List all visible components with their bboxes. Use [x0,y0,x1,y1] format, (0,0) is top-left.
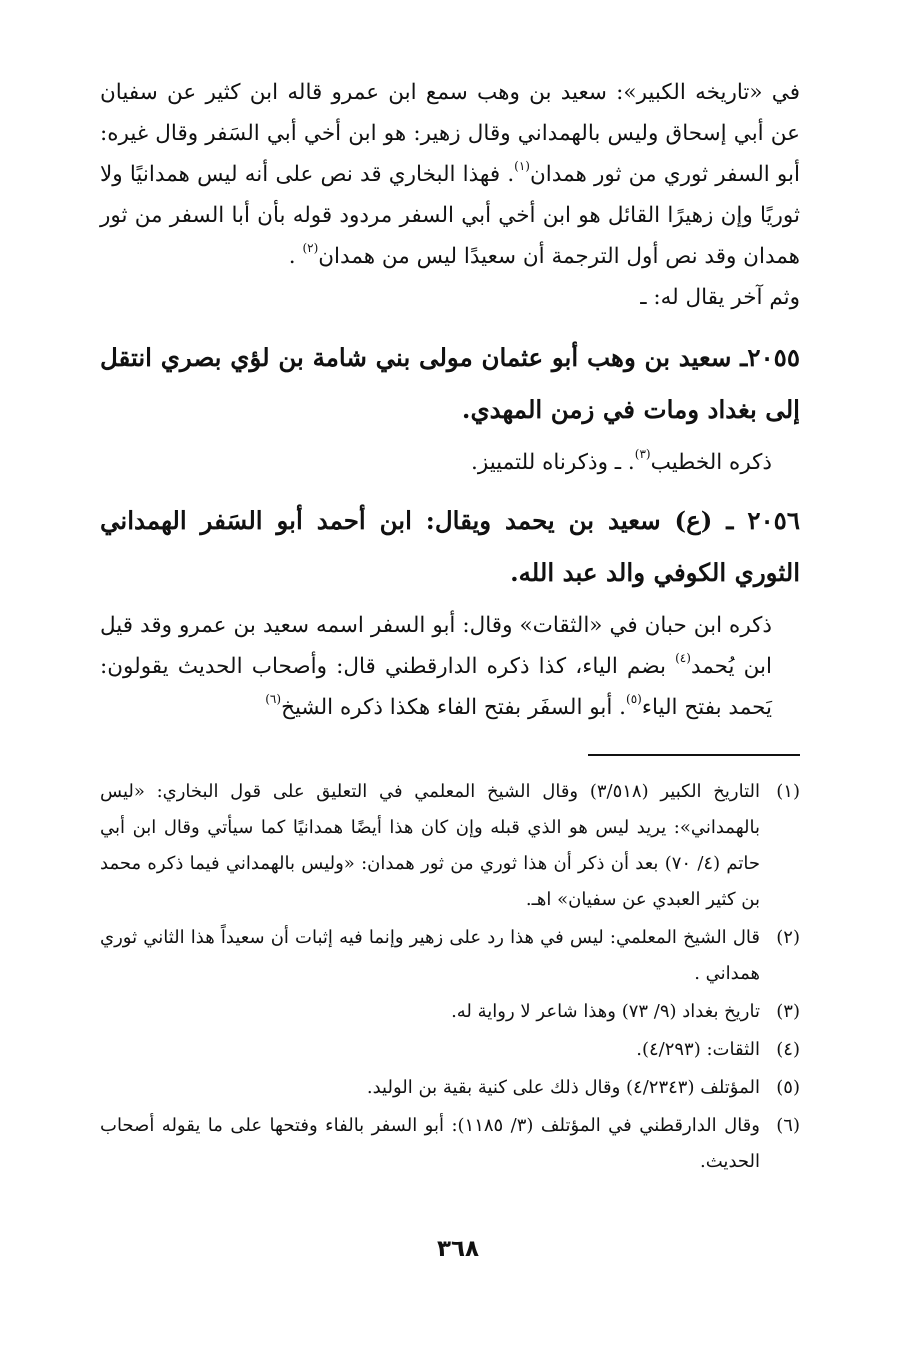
entry-2055-text-a: ذكره الخطيب [650,450,772,475]
footnote-ref-5[interactable]: (٥) [626,692,642,707]
footnote-number: (٦) [776,1114,800,1136]
entry-2056-text-a: ذكره ابن حبان في «الثقات» وقال: أبو السفر اسمه سعيد بن عمرو وقد قيل ابن يُحمد [100,613,772,679]
footnote-number: (٣) [776,1000,800,1022]
footnote-separator [588,754,800,756]
footnote-text: الثقات: (٤/٢٩٣). [636,1038,760,1060]
footnote-ref-2[interactable]: (٢) [302,241,319,256]
footnote-ref-6[interactable]: (٦) [265,692,282,707]
intro-line-4: . فهذا البخاري قد نص على أنه ليس همدانيًا ولا ثوريًا وإن زهيرًا القائل هو ابن أخي أبي السفر مردود قوله بأن أبا السفر من ثور همدان وقد نص أول الترجمة أن سعيدًا ليس من همدان [100,162,800,269]
entry-2055-text [100,442,800,483]
page-content [100,72,800,1182]
intro-line-3: غيره: أبو السفر ثوري من ثور همدان [100,121,800,187]
intro-paragraph [100,72,800,318]
footnotes [100,774,800,1180]
footnote-1 [100,774,800,918]
footnote-3 [100,994,800,1030]
page-number: ٣٦٨ [436,1236,480,1262]
entry-2055-text-b: . ـ وذكرناه للتمييز. [471,450,635,475]
entry-2056-text [100,605,800,728]
intro-line-5: . [288,244,303,269]
footnote-text: وقال الدارقطني في المؤتلف (٣/ ١١٨٥): أبو السفر بالفاء وفتحها على ما يقوله أصحاب الحديث. [100,1114,760,1172]
footnote-ref-1[interactable]: (١) [514,159,530,174]
footnote-text: تاريخ بغداد (٩/ ٧٣) وهذا شاعر لا رواية له. [451,1000,760,1022]
footnote-6 [100,1108,800,1180]
footnote-number: (٤) [776,1038,800,1060]
entry-2056-title: ٢٠٥٦ ـ (ع) سعيد بن يحمد ويقال: ابن أحمد أبو السَفر الهمداني الثوري الكوفي والد عبد الله. [100,506,800,587]
footnote-number: (٥) [776,1076,800,1098]
entry-2056-text-b: بضم الياء، كذا ذكره الدارقطني قال: وأصحاب الحديث يقولون: يَحمد بفتح الياء [100,654,772,720]
entry-2056-text-c: . أبو السفَر بفتح الفاء هكذا ذكره الشيخ [281,695,627,720]
footnote-text: المؤتلف (٤/٢٣٤٣) وقال ذلك على كنية بقية بن الوليد. [366,1076,760,1098]
intro-line-6: وثم آخر يقال له: ـ [640,285,800,310]
footnote-2 [100,920,800,992]
footnote-number: (١) [776,780,800,802]
footnote-text: قال الشيخ المعلمي: ليس في هذا رد على زهير وإنما فيه إثبات أن سعيداً هذا الثاني ثوري همداني . [100,926,760,984]
entry-2055-title: ٢٠٥٥ـ سعيد بن وهب أبو عثمان مولى بني شامة بن لؤي بصري انتقل إلى بغداد ومات في زمن المهدي. [100,343,800,424]
footnote-ref-3[interactable]: (٣) [634,447,651,462]
footnote-ref-4[interactable]: (٤) [675,651,691,666]
intro-line-1: في «تاريخه الكبير»: سعيد بن وهب سمع ابن عمرو قاله ابن كثير عن سفيان [100,80,800,105]
footnote-text: التاريخ الكبير (٣/٥١٨) وقال الشيخ المعلمي في التعليق على قول البخاري: «ليس بالهمداني»: يريد ليس هو الذي قبله وإن كان هذا أيضًا همدانيًا كما سيأتي وقال ابن أبي حاتم (٤/ ٧٠) بعد أن ذكر أن هذا ثوري من ثور همدان: «وليس بالهمداني فيما ذكره محمد بن كثير العبدي عن سفيان» اهـ. [100,780,760,910]
footnote-4 [100,1032,800,1068]
footnote-number: (٢) [776,926,800,948]
footnote-5 [100,1070,800,1106]
intro-line-2: عن أبي إسحاق وليس بالهمداني وقال زهير: هو ابن أخي أبي السَفر وقال [155,121,800,146]
